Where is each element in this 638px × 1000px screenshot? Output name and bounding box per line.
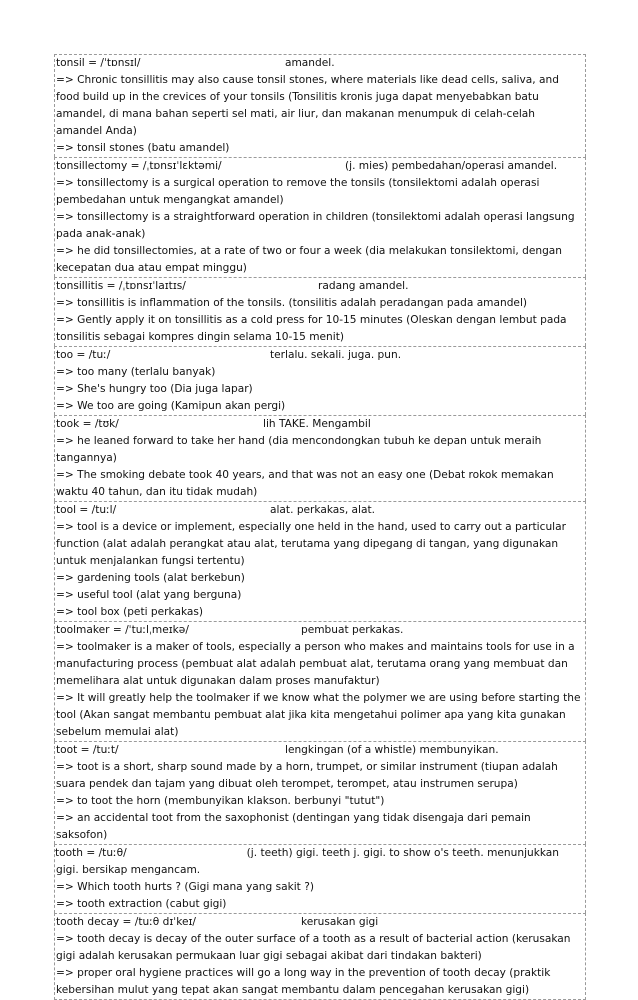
dictionary-page xyxy=(54,54,586,1000)
example-line: => useful tool (alat yang berguna) xyxy=(56,589,242,601)
entry-head xyxy=(55,278,585,295)
example-line: => We too are going (Kamipun akan pergi) xyxy=(56,400,286,412)
example-line: => tonsillectomy is a surgical operation to remove the tonsils (tonsilektomi adalah operasi pembedahan untuk mengangkat amandel) xyxy=(56,177,540,206)
example-line: => tool box (peti perkakas) xyxy=(56,606,204,618)
entry-word: toolmaker = /ˈtuːlˌmeɪkə/ xyxy=(56,624,189,636)
entry-head xyxy=(55,55,585,72)
entry-word: tool = /tuːl/ xyxy=(56,504,117,516)
entry-meaning: (j. mies) pembedahan/operasi amandel. xyxy=(345,160,558,172)
entry-toolmaker xyxy=(54,621,586,741)
example-line: => toolmaker is a maker of tools, especially a person who makes and maintains tools for use in a manufacturing process (pembuat alat adalah pembuat alat, terutama orang yang membuat dan memelihara alat untuk digunakan dalam proses manufaktur) xyxy=(56,641,575,687)
entry-word: took = /tʊk/ xyxy=(56,418,119,430)
entry-word: tooth = /tuːθ/ xyxy=(55,847,127,859)
example-line: => to toot the horn (membunyikan klakson. berbunyi "tutut") xyxy=(56,795,385,807)
entry-head xyxy=(55,845,585,879)
example-line: => It will greatly help the toolmaker if we know what the polymer we are using before starting the tool (Akan sangat membantu pembuat alat jika kita mengetahui polimer apa yang kita gunakan sebelum memulai alat) xyxy=(56,692,581,738)
example-line: => Chronic tonsillitis may also cause tonsil stones, where materials like dead cells, saliva, and food build up in the crevices of your tonsils (Tonsilitis kronis juga dapat menyebabkan batu amandel, di mana bahan seperti sel mati, air liur, dan makanan menumpuk di celah-celah amandel Anda) xyxy=(56,74,559,137)
example-line: => tonsil stones (batu amandel) xyxy=(56,142,230,154)
entry-toot xyxy=(54,741,586,844)
entry-meaning: lih TAKE. Mengambil xyxy=(263,418,371,430)
entry-tooth-decay xyxy=(54,913,586,1000)
example-line: => tool is a device or implement, especially one held in the hand, used to carry out a particular function (alat adalah perangkat atau alat, terutama yang dipegang di tangan, yang digunakan untuk menjalankan fungsi tertentu) xyxy=(56,521,566,567)
example-line: => The smoking debate took 40 years, and that was not an easy one (Debat rokok memakan waktu 40 tahun, dan itu tidak mudah) xyxy=(56,469,554,498)
entry-head xyxy=(55,914,585,931)
entry-word: tooth decay = /tuːθ dɪˈkeɪ/ xyxy=(56,916,196,928)
entry-word: too = /tuː/ xyxy=(56,349,111,361)
entry-took xyxy=(54,415,586,501)
entry-meaning: amandel. xyxy=(285,57,335,69)
entry-meaning: kerusakan gigi xyxy=(301,916,379,928)
example-line: => an accidental toot from the saxophonist (dentingan yang tidak disengaja dari pemain saksofon) xyxy=(56,812,531,841)
entry-head xyxy=(55,502,585,519)
entry-word: toot = /tuːt/ xyxy=(56,744,119,756)
example-line: => he leaned forward to take her hand (dia mencondongkan tubuh ke depan untuk meraih tangannya) xyxy=(56,435,542,464)
example-line: => She's hungry too (Dia juga lapar) xyxy=(56,383,253,395)
entry-head xyxy=(55,742,585,759)
entry-word: tonsil = /ˈtɒnsɪl/ xyxy=(56,57,141,69)
entry-tool xyxy=(54,501,586,621)
example-line: => gardening tools (alat berkebun) xyxy=(56,572,245,584)
entry-tonsil xyxy=(54,54,586,157)
entry-word: tonsillitis = /ˌtɒnsɪˈlaɪtɪs/ xyxy=(56,280,186,292)
example-line: => toot is a short, sharp sound made by a horn, trumpet, or similar instrument (tiupan adalah suara pendek dan tajam yang dibuat oleh terompet, terompet, atau instrumen serupa) xyxy=(56,761,558,790)
entry-meaning: lengkingan (of a whistle) membunyikan. xyxy=(285,744,499,756)
entry-head xyxy=(55,347,585,364)
entry-word: tonsillectomy = /ˌtɒnsɪˈlɛktəmi/ xyxy=(56,160,222,172)
example-line: => proper oral hygiene practices will go a long way in the prevention of tooth decay (praktik kebersihan mulut yang tepat akan sangat membantu dalam pencegahan kerusakan gigi) xyxy=(56,967,551,996)
example-line: => he did tonsillectomies, at a rate of two or four a week (dia melakukan tonsilektomi, dengan kecepatan dua atau empat minggu) xyxy=(56,245,563,274)
entry-head xyxy=(55,158,585,175)
entry-meaning: (j. teeth) gigi. teeth j. gigi. to show o's teeth. menunjukkan gigi. bersikap mengancam. xyxy=(56,847,560,876)
entry-head xyxy=(55,416,585,433)
entry-meaning: pembuat perkakas. xyxy=(301,624,404,636)
example-line: => tooth extraction (cabut gigi) xyxy=(56,898,227,910)
example-line: => Which tooth hurts ? (Gigi mana yang sakit ?) xyxy=(56,881,314,893)
example-line: => Gently apply it on tonsillitis as a cold press for 10-15 minutes (Oleskan dengan lembut pada tonsilitis sebagai kompres dingin selama 10-15 menit) xyxy=(56,314,567,343)
example-line: => tonsillectomy is a straightforward operation in children (tonsilektomi adalah operasi langsung pada anak-anak) xyxy=(56,211,575,240)
entry-meaning: radang amandel. xyxy=(318,280,409,292)
entry-tonsillitis xyxy=(54,277,586,346)
entry-meaning: alat. perkakas, alat. xyxy=(270,504,375,516)
entry-head xyxy=(55,622,585,639)
example-line: => tonsillitis is inflammation of the tonsils. (tonsilitis adalah peradangan pada amandel) xyxy=(56,297,528,309)
example-line: => tooth decay is decay of the outer surface of a tooth as a result of bacterial action (kerusakan gigi adalah kerusakan permukaan luar gigi sebagai akibat dari tindakan bakteri) xyxy=(56,933,571,962)
entry-meaning: terlalu. sekali. juga. pun. xyxy=(270,349,402,361)
entry-tonsillectomy xyxy=(54,157,586,277)
entry-too xyxy=(54,346,586,415)
example-line: => too many (terlalu banyak) xyxy=(56,366,216,378)
